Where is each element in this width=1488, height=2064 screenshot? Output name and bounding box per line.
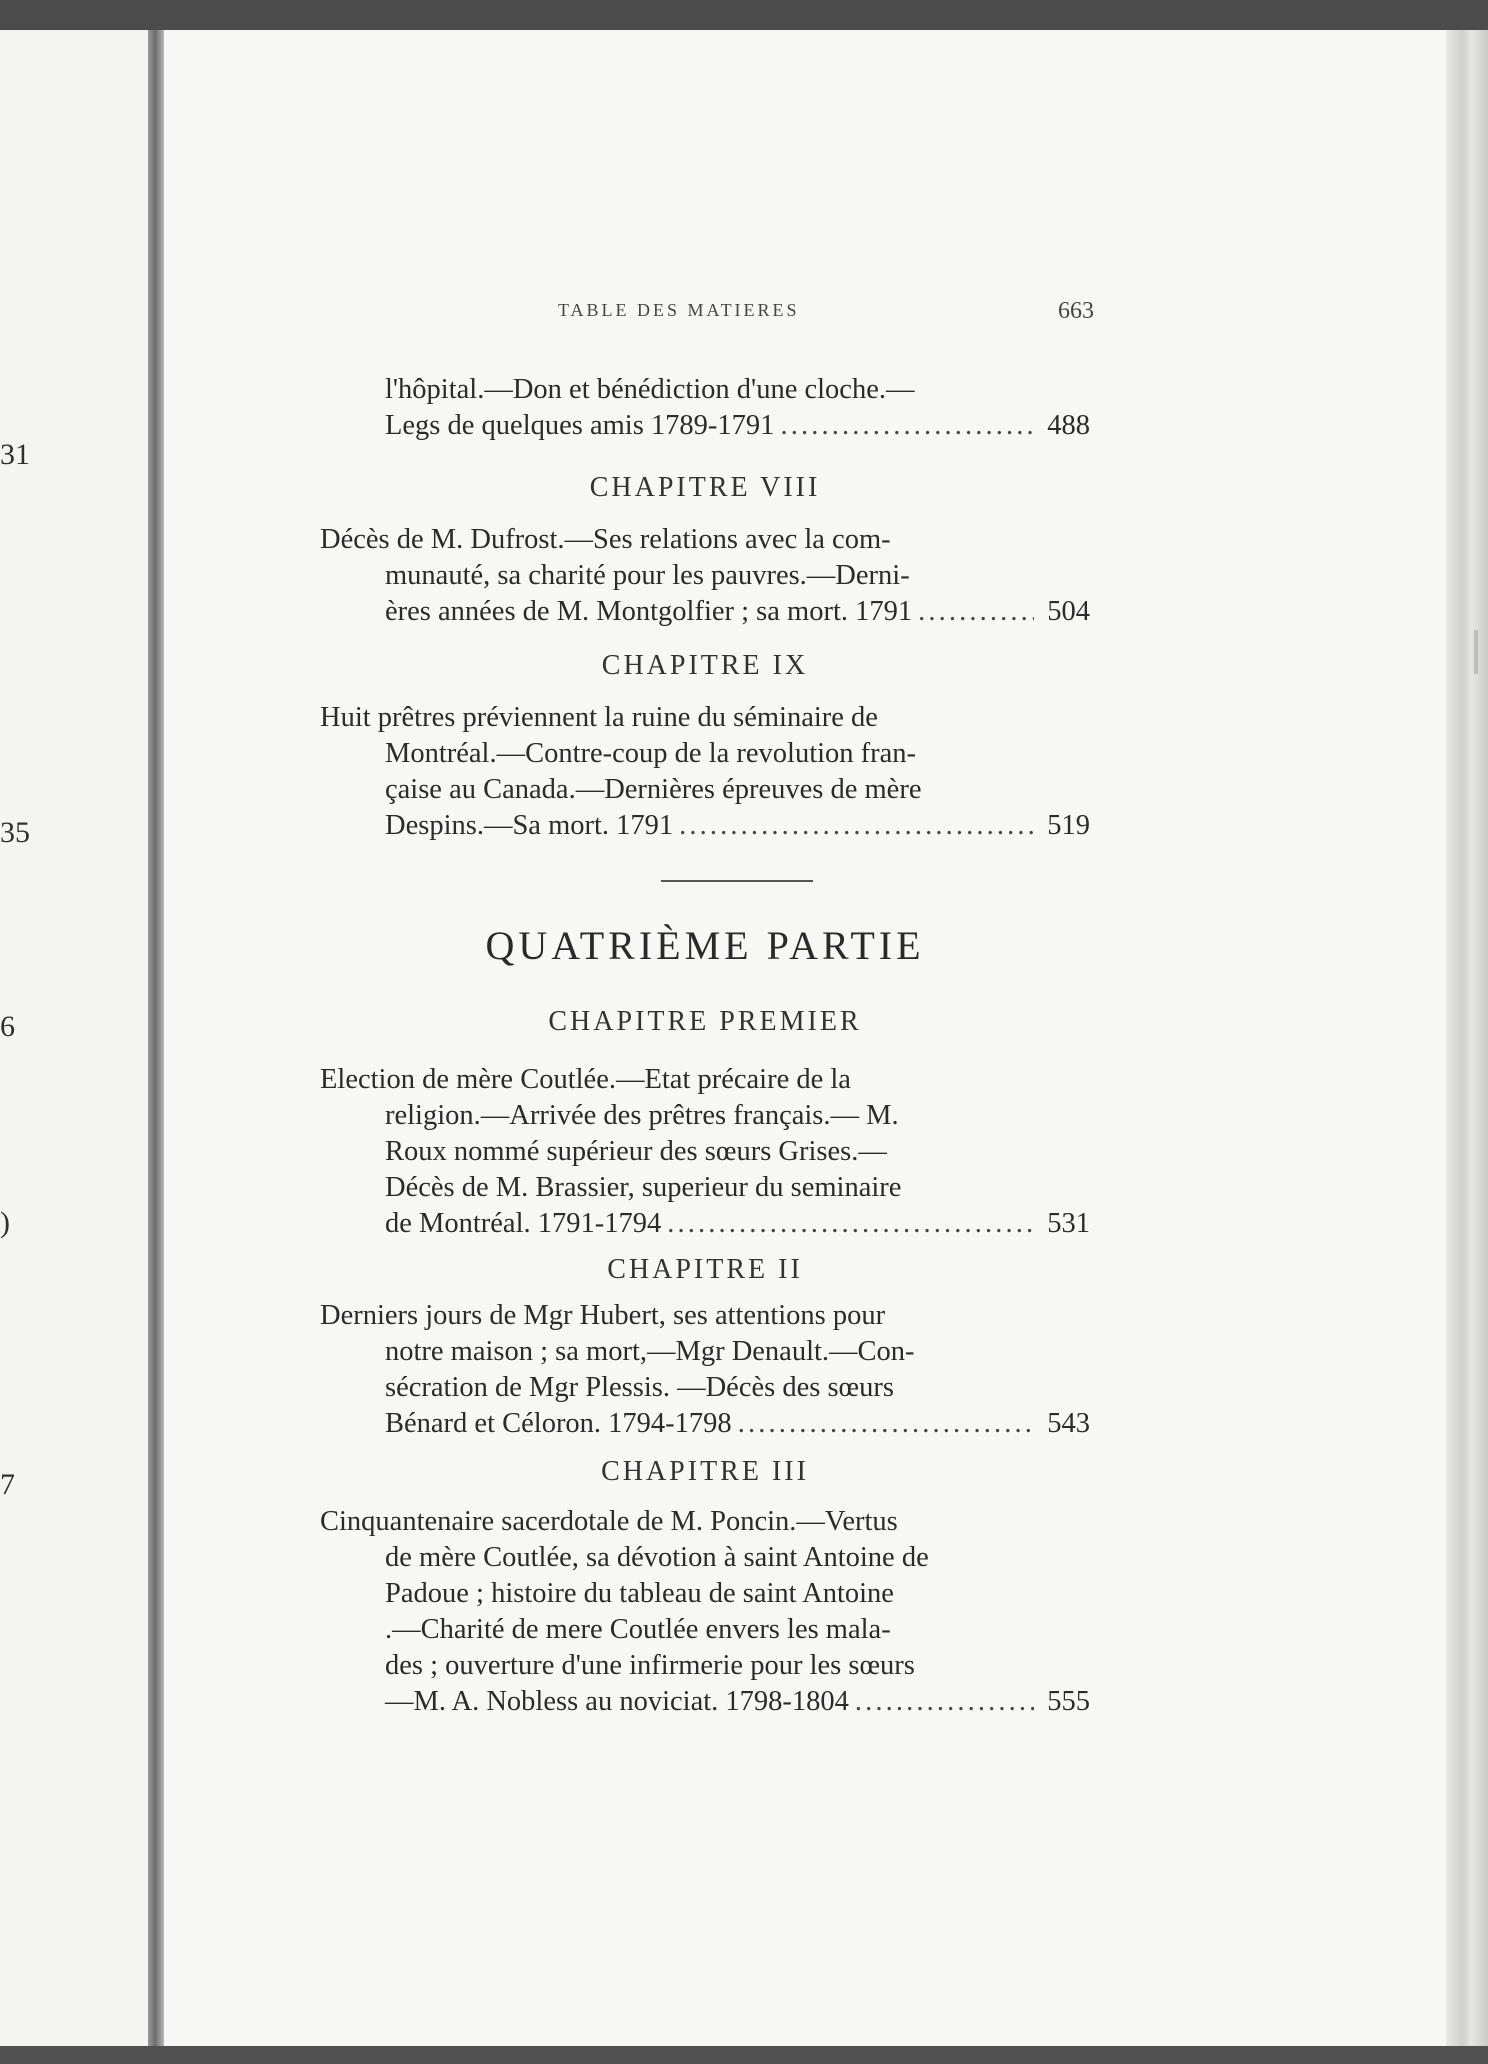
entry-line: Derniers jours de Mgr Hubert, ses attentions pour — [320, 1300, 886, 1331]
entry-last-text: ères années de M. Montgolfier ; sa mort. 1791 — [385, 596, 913, 627]
entry-line: de mère Coutlée, sa dévotion à saint Antoine de — [385, 1542, 929, 1573]
scan-bottom-border — [0, 2046, 1488, 2064]
chapter-heading: CHAPITRE PREMIER — [548, 1006, 862, 1037]
facing-page — [0, 30, 160, 2050]
entry-line: des ; ouverture d'une infirmerie pour les sœurs — [385, 1650, 915, 1681]
facing-page-fragment: ) — [0, 1206, 10, 1239]
entry-last-text: —M. A. Nobless au noviciat. 1798-1804 — [385, 1686, 849, 1717]
entry-line: Election de mère Coutlée.—Etat précaire de la — [320, 1064, 851, 1095]
entry-line: sécration de Mgr Plessis. —Décès des sœurs — [385, 1372, 894, 1403]
chapter-heading-ii-block — [320, 1250, 1090, 1290]
entry-page-number: 504 — [1047, 596, 1090, 627]
entry-line: Décès de M. Brassier, superieur du seminaire — [385, 1172, 902, 1203]
entry-page-number: 488 — [1047, 410, 1090, 441]
toc-entry-chapter-viii — [320, 522, 1090, 630]
entry-line: çaise au Canada.—Dernières épreuves de mère — [385, 774, 922, 805]
entry-last-text: Bénard et Céloron. 1794-1798 — [385, 1408, 732, 1439]
facing-page-fragment: 6 — [0, 1010, 15, 1043]
running-title: TABLE DES MATIERES — [558, 300, 800, 320]
entry-last-text: Despins.—Sa mort. 1791 — [385, 810, 674, 841]
entry-last-line — [320, 408, 1090, 444]
book-gutter — [148, 30, 164, 2050]
section-divider — [661, 880, 813, 882]
entry-line: Montréal.—Contre-coup de la revolution fran- — [385, 738, 917, 769]
dot-leader — [679, 808, 1034, 844]
entry-line: Cinquantenaire sacerdotale de M. Poncin.—Vertus — [320, 1506, 898, 1537]
scan-top-border — [0, 0, 1488, 34]
page-number: 663 — [1058, 298, 1094, 324]
running-head — [320, 298, 1100, 332]
chapter-heading: CHAPITRE VIII — [589, 472, 821, 503]
entry-line: Padoue ; histoire du tableau de saint Antoine — [385, 1578, 894, 1609]
entry-line: munauté, sa charité pour les pauvres.—Derni- — [385, 560, 910, 591]
chapter-heading-iii-block — [320, 1452, 1090, 1492]
scan-artifact — [1474, 630, 1478, 674]
toc-entry-continuation — [320, 372, 1090, 444]
dot-leader — [918, 594, 1034, 630]
entry-last-line — [320, 808, 1090, 844]
entry-page-number: 555 — [1047, 1686, 1090, 1717]
entry-line: .—Charité de mere Coutlée envers les mala- — [385, 1614, 891, 1645]
entry-page-number: 531 — [1047, 1208, 1090, 1239]
entry-line: religion.—Arrivée des prêtres français.— M. — [385, 1100, 899, 1131]
chapter-heading-viii-block — [320, 468, 1090, 508]
entry-last-line — [320, 1206, 1090, 1242]
entry-last-text: de Montréal. 1791-1794 — [385, 1208, 662, 1239]
toc-entry-chapitre-ii — [320, 1298, 1090, 1442]
entry-line: notre maison ; sa mort,—Mgr Denault.—Con- — [385, 1336, 915, 1367]
entry-page-number: 543 — [1047, 1408, 1090, 1439]
dot-leader — [855, 1684, 1034, 1720]
facing-page-fragment: 35 — [0, 816, 30, 849]
chapter-heading-ix-block — [320, 646, 1090, 686]
chapter-heading: CHAPITRE II — [607, 1254, 803, 1285]
entry-line: Décès de M. Dufrost.—Ses relations avec la com- — [320, 524, 891, 555]
entry-page-number: 519 — [1047, 810, 1090, 841]
part-heading: QUATRIÈME PARTIE — [485, 923, 925, 968]
entry-line: Roux nommé supérieur des sœurs Grises.— — [385, 1136, 887, 1167]
entry-line: Huit prêtres préviennent la ruine du séminaire de — [320, 702, 878, 733]
toc-entry-chapitre-premier — [320, 1062, 1090, 1242]
chapter-heading-premier-block — [320, 1002, 1090, 1042]
entry-last-text: Legs de quelques amis 1789-1791 — [385, 410, 775, 441]
dot-leader — [738, 1406, 1034, 1442]
entry-line: l'hôpital.—Don et bénédiction d'une cloche.— — [385, 374, 915, 405]
toc-entry-chapitre-iii — [320, 1504, 1090, 1720]
entry-last-line — [320, 1684, 1090, 1720]
facing-page-fragment: 31 — [0, 438, 30, 471]
part-heading-block — [320, 920, 1090, 972]
entry-last-line — [320, 594, 1090, 630]
dot-leader — [667, 1206, 1034, 1242]
dot-leader — [780, 408, 1034, 444]
facing-page-fragment: 7 — [0, 1468, 15, 1501]
page-edge — [1446, 30, 1488, 2048]
entry-last-line — [320, 1406, 1090, 1442]
chapter-heading: CHAPITRE IX — [601, 650, 809, 681]
chapter-heading: CHAPITRE III — [601, 1456, 809, 1487]
toc-entry-chapter-ix — [320, 700, 1090, 844]
